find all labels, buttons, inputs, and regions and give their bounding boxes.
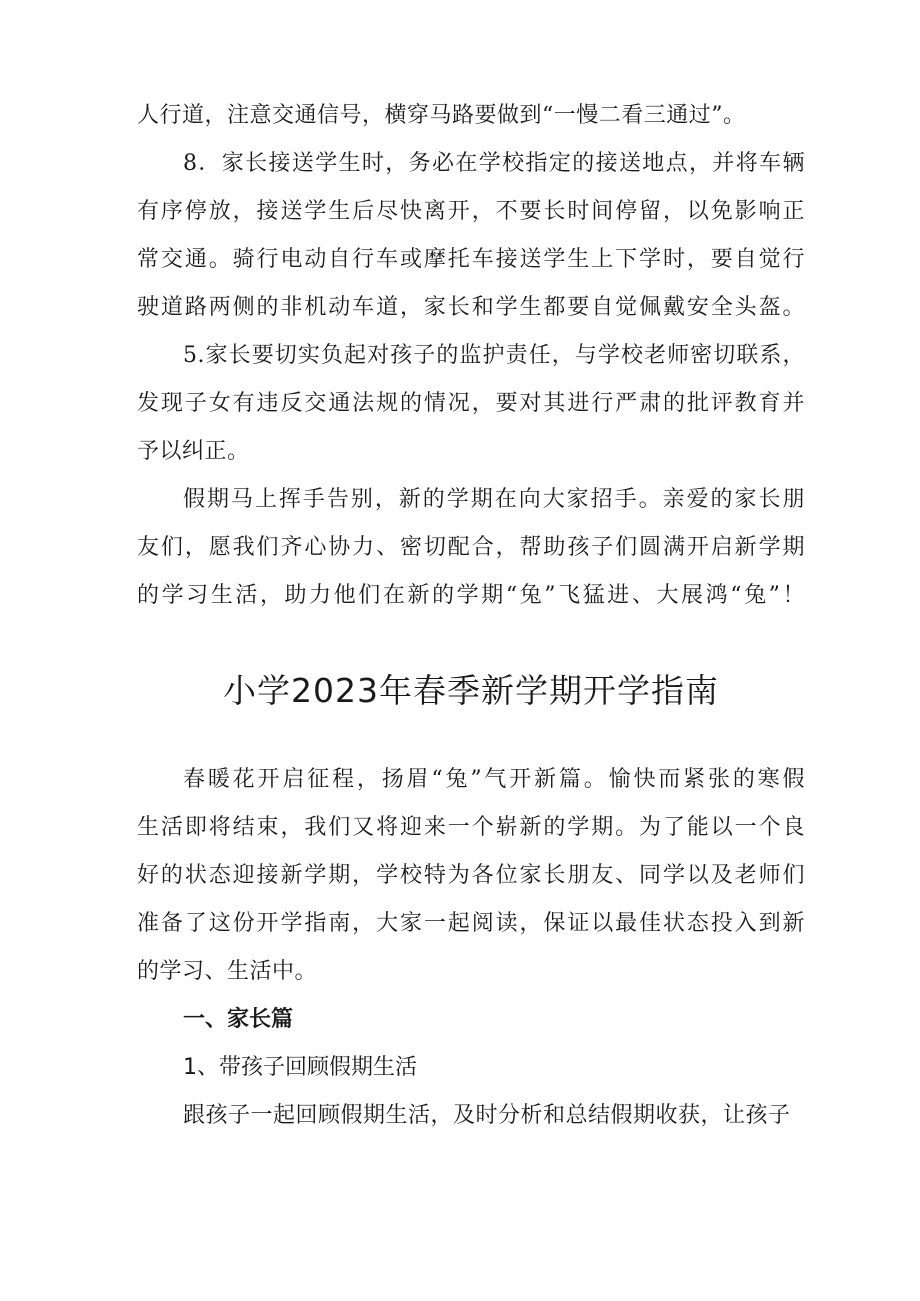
text-line: 准备了这份开学指南，大家一起阅读，保证以最佳状态投入到新 [137,911,805,936]
document-title: 小学2023年春季新学期开学指南 [223,670,719,710]
item-5-paragraph [137,332,805,476]
title-block [137,628,805,748]
document-page [137,92,805,1140]
text-line: 假期马上挥手告别，新的学期在向大家招手。亲爱的家长朋 [183,487,805,512]
text-line: 生活即将结束，我们又将迎来一个崭新的学期。为了能以一个良 [137,815,805,840]
text-line: 发现子女有违反交通法规的情况，要对其进行严肃的批评教育并 [137,391,805,416]
text-line: 人行道，注意交通信号，横穿马路要做到“一慢二看三通过”。 [137,103,746,128]
closing-paragraph [137,476,805,620]
text-line: 的学习、生活中。 [137,959,318,984]
item-8-paragraph [137,140,805,332]
text-line: 好的状态迎接新学期，学校特为各位家长朋友、同学以及老师们 [137,863,805,888]
text-line: 常交通。骑行电动自行车或摩托车接送学生上下学时，要自觉行 [137,247,805,272]
section-heading: 一、家长篇 [183,1007,294,1032]
text-line: 春暖花开启征程，扬眉“兔”气开新篇。愉快而紧张的寒假 [183,767,805,792]
text-line: 友们，愿我们齐心协力、密切配合，帮助孩子们圆满开启新学期 [137,535,805,560]
text-line: 有序停放，接送学生后尽快离开，不要长时间停留，以免影响正 [137,199,805,224]
section-parents [137,996,805,1140]
text-line: 8．家长接送学生时，务必在学校指定的接送地点，并将车辆 [183,151,805,176]
continuation-paragraph [137,92,805,140]
subsection-heading: 1、带孩子回顾假期生活 [183,1055,417,1080]
text-line: 予以纠正。 [137,439,250,464]
intro-paragraph [137,756,805,996]
text-line: 的学习生活，助力他们在新的学期“兔”飞猛进、大展鸿“兔”！ [137,583,805,608]
text-line: 跟孩子一起回顾假期生活，及时分析和总结假期收获，让孩子 [183,1103,791,1128]
text-line: 驶道路两侧的非机动车道，家长和学生都要自觉佩戴安全头盔。 [137,295,805,320]
text-line: 5.家长要切实负起对孩子的监护责任，与学校老师密切联系， [183,343,805,368]
